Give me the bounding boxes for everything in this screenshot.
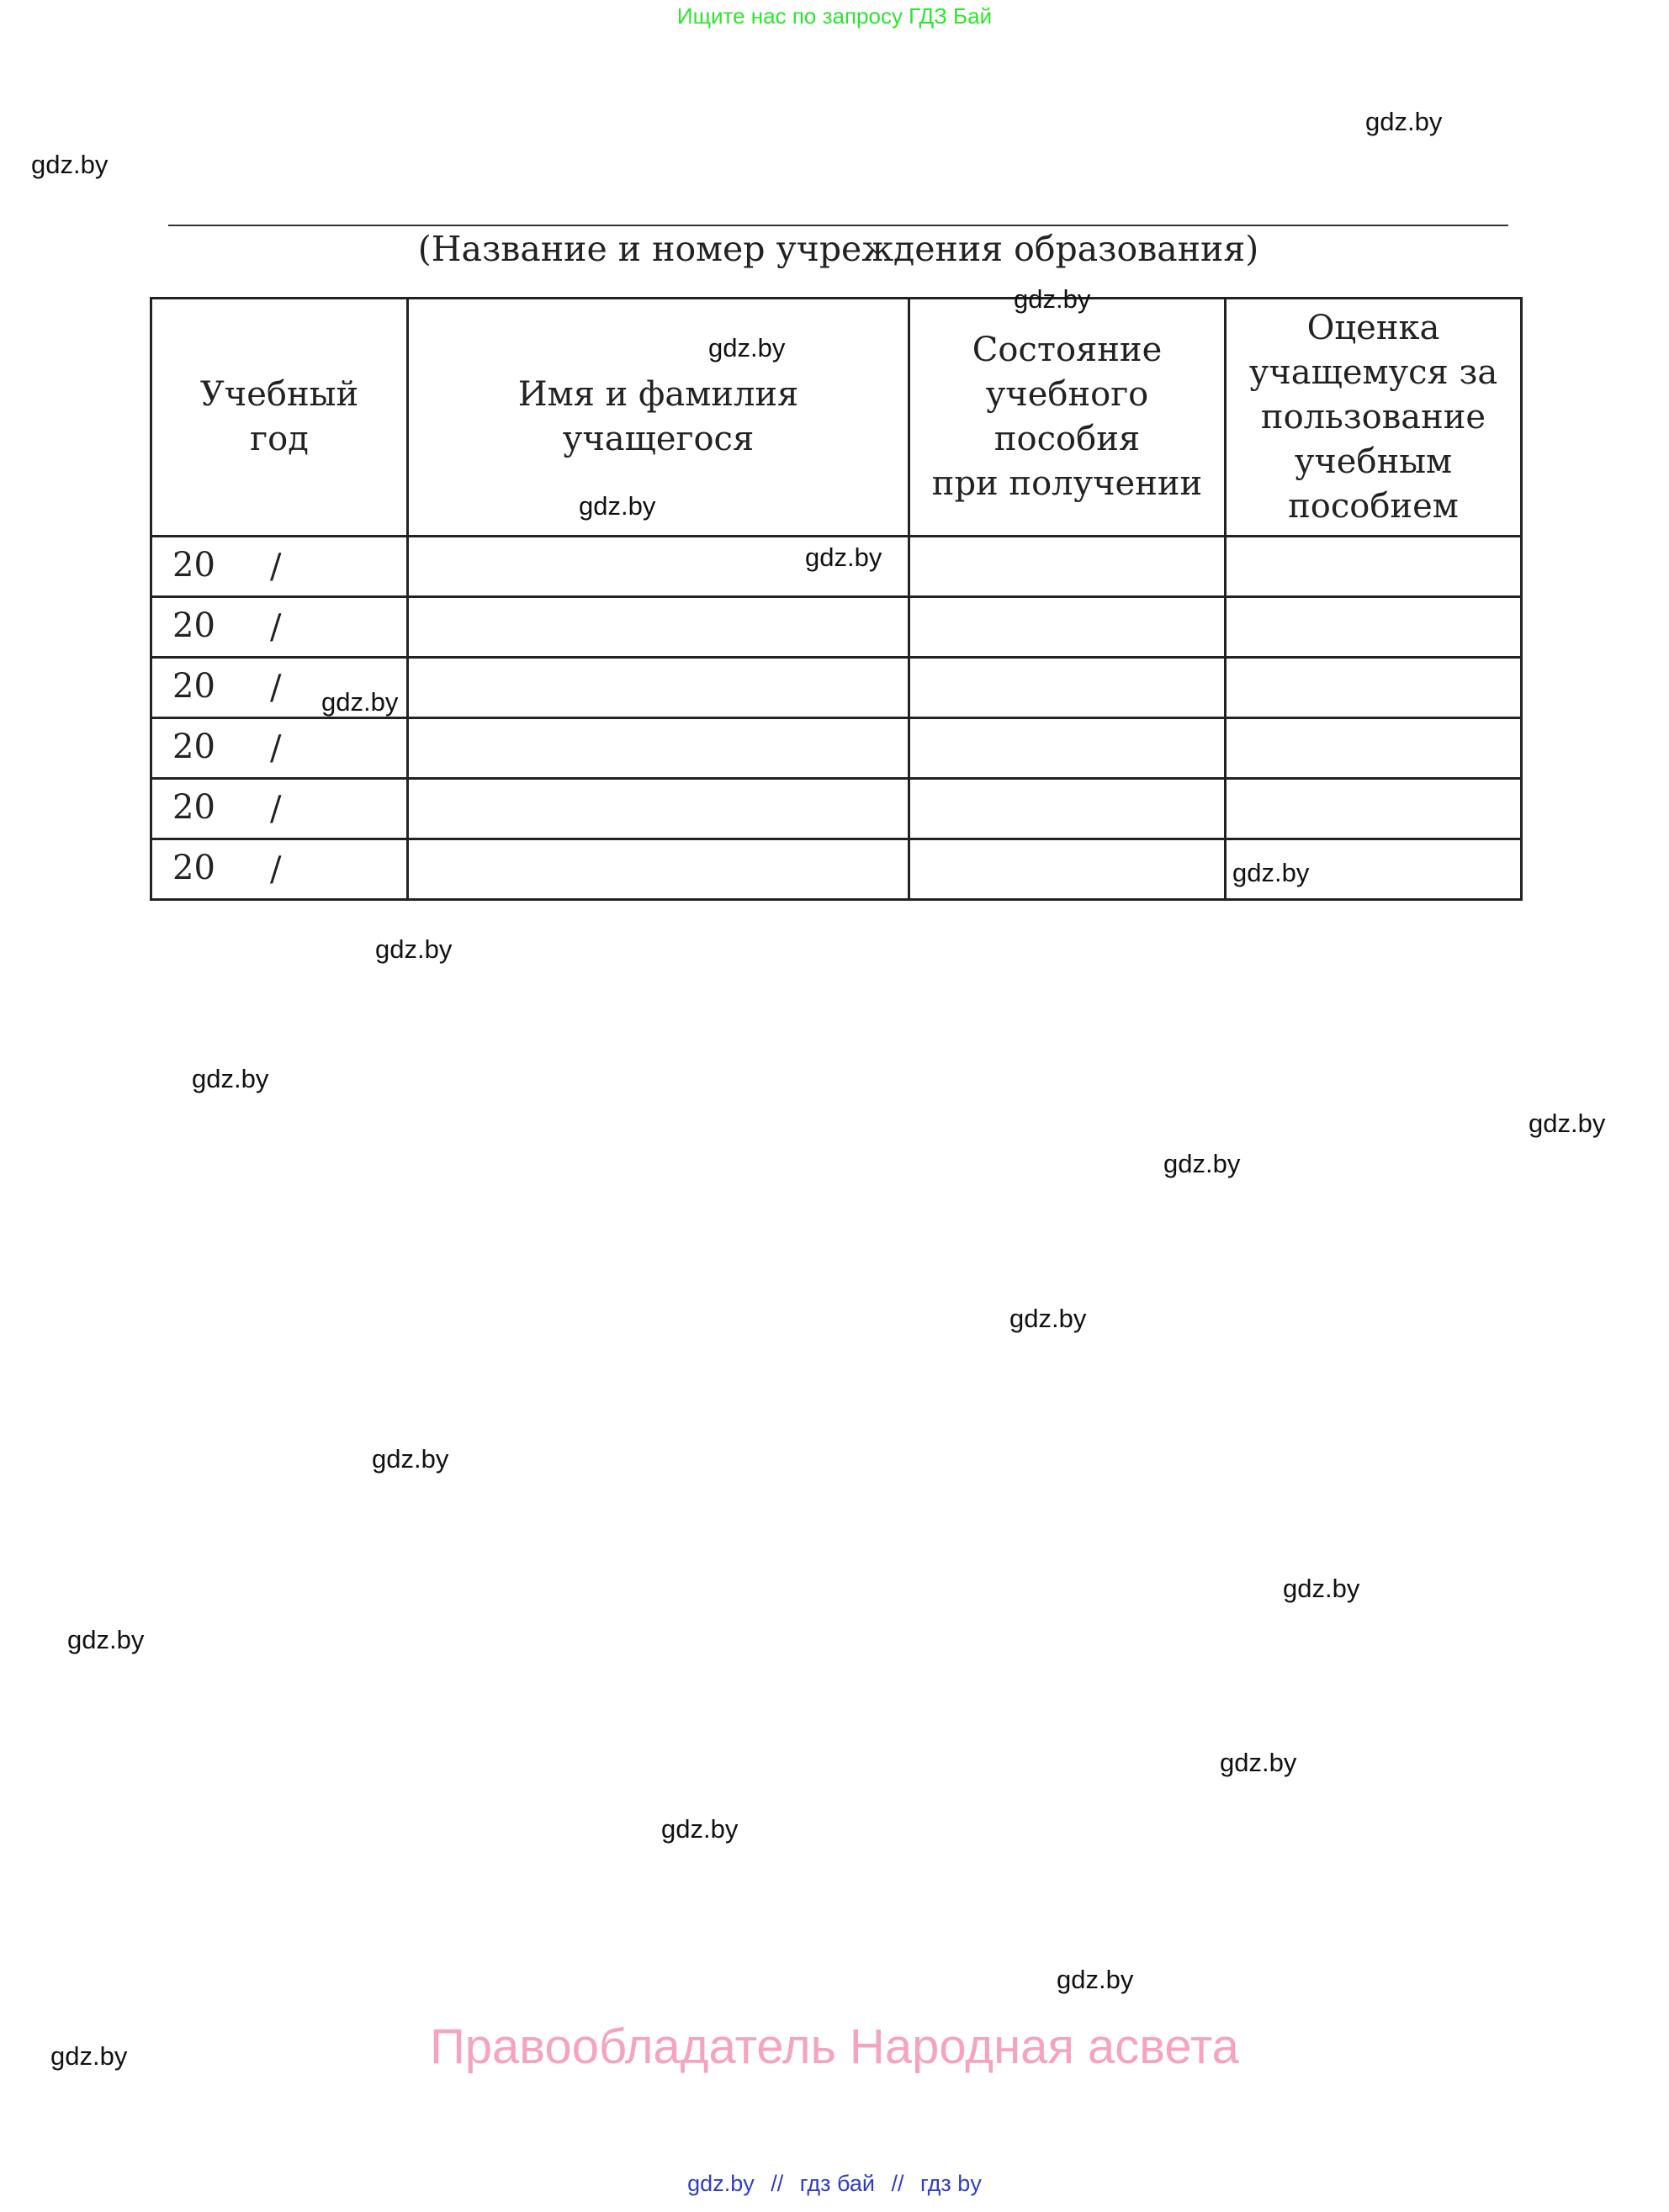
condition-cell[interactable] [909,779,1226,839]
year-slash: / [270,850,282,889]
year-slash: / [270,729,282,768]
year-prefix: 20 [172,606,215,645]
footer-link-gdz-by[interactable]: gdz.by [687,2171,755,2196]
header-condition-label: Состояние учебного пособия при получении [931,331,1203,503]
watermark: gdz.by [1014,284,1091,314]
watermark: gdz.by [67,1625,145,1654]
watermark: gdz.by [1163,1149,1241,1178]
condition-cell[interactable] [909,718,1226,779]
student-name-cell[interactable] [408,658,909,718]
footer-separator: // [891,2171,904,2196]
watermark: gdz.by [805,542,882,572]
watermark: gdz.by [372,1444,449,1474]
header-school-year [151,299,408,537]
watermark: gdz.by [31,150,109,179]
year-cell [151,839,408,900]
condition-cell[interactable] [909,839,1226,900]
footer-separator: // [771,2171,784,2196]
grade-cell[interactable] [1226,718,1522,779]
watermark: gdz.by [321,687,399,717]
table-row [151,718,1522,779]
year-slash: / [270,608,282,647]
year-slash: / [270,548,282,586]
grade-cell[interactable] [1226,597,1522,658]
institution-line [168,225,1508,226]
footer-links [0,2171,1669,2197]
grade-cell[interactable] [1226,779,1522,839]
watermark: gdz.by [1365,107,1443,136]
condition-cell[interactable] [909,537,1226,597]
textbook-usage-table [150,297,1523,901]
student-name-cell[interactable] [408,718,909,779]
year-prefix: 20 [172,667,215,706]
watermark: gdz.by [1529,1109,1606,1138]
watermark: gdz.by [661,1814,739,1844]
watermark: gdz.by [1057,1965,1134,1994]
year-cell [151,779,408,839]
header-student-name [408,299,909,537]
year-prefix: 20 [172,788,215,827]
grade-cell[interactable] [1226,658,1522,718]
watermark: gdz.by [1009,1304,1087,1333]
year-slash: / [270,790,282,828]
year-slash: / [270,669,282,707]
watermark: gdz.by [1283,1574,1360,1603]
student-name-cell[interactable] [408,779,909,839]
table-row [151,779,1522,839]
watermark: gdz.by [50,2041,128,2071]
watermark: gdz.by [375,934,453,964]
header-grade-label: Оценка учащемуся за пользование учебным пособием [1248,308,1498,526]
top-banner: Ищите нас по запросу ГДЗ Бай [676,3,993,29]
header-grade [1226,299,1522,537]
watermark: gdz.by [192,1064,269,1093]
copyright-notice: Правообладатель Народная асвета [430,2019,1239,2074]
watermark: gdz.by [1220,1748,1297,1777]
header-condition [909,299,1226,537]
watermark: gdz.by [579,491,656,521]
year-cell [151,597,408,658]
header-row [151,299,1522,537]
condition-cell[interactable] [909,658,1226,718]
year-prefix: 20 [172,849,215,887]
year-prefix: 20 [172,546,215,585]
year-cell [151,718,408,779]
header-student-name-label: Имя и фамилия учащегося [517,375,799,458]
table-row [151,839,1522,900]
footer-link-gdz-by-cyr[interactable]: гдз by [920,2171,982,2196]
grade-cell[interactable] [1226,537,1522,597]
condition-cell[interactable] [909,597,1226,658]
year-cell [151,537,408,597]
footer-link-gdz-bai[interactable]: гдз бай [799,2171,875,2196]
header-school-year-label: Учебный год [199,375,359,458]
institution-caption: (Название и номер учреждения образования) [417,229,1259,269]
watermark: gdz.by [708,333,786,362]
year-prefix: 20 [172,728,215,766]
watermark: gdz.by [1232,858,1310,887]
table-row [151,597,1522,658]
student-name-cell[interactable] [408,597,909,658]
student-name-cell[interactable] [408,839,909,900]
